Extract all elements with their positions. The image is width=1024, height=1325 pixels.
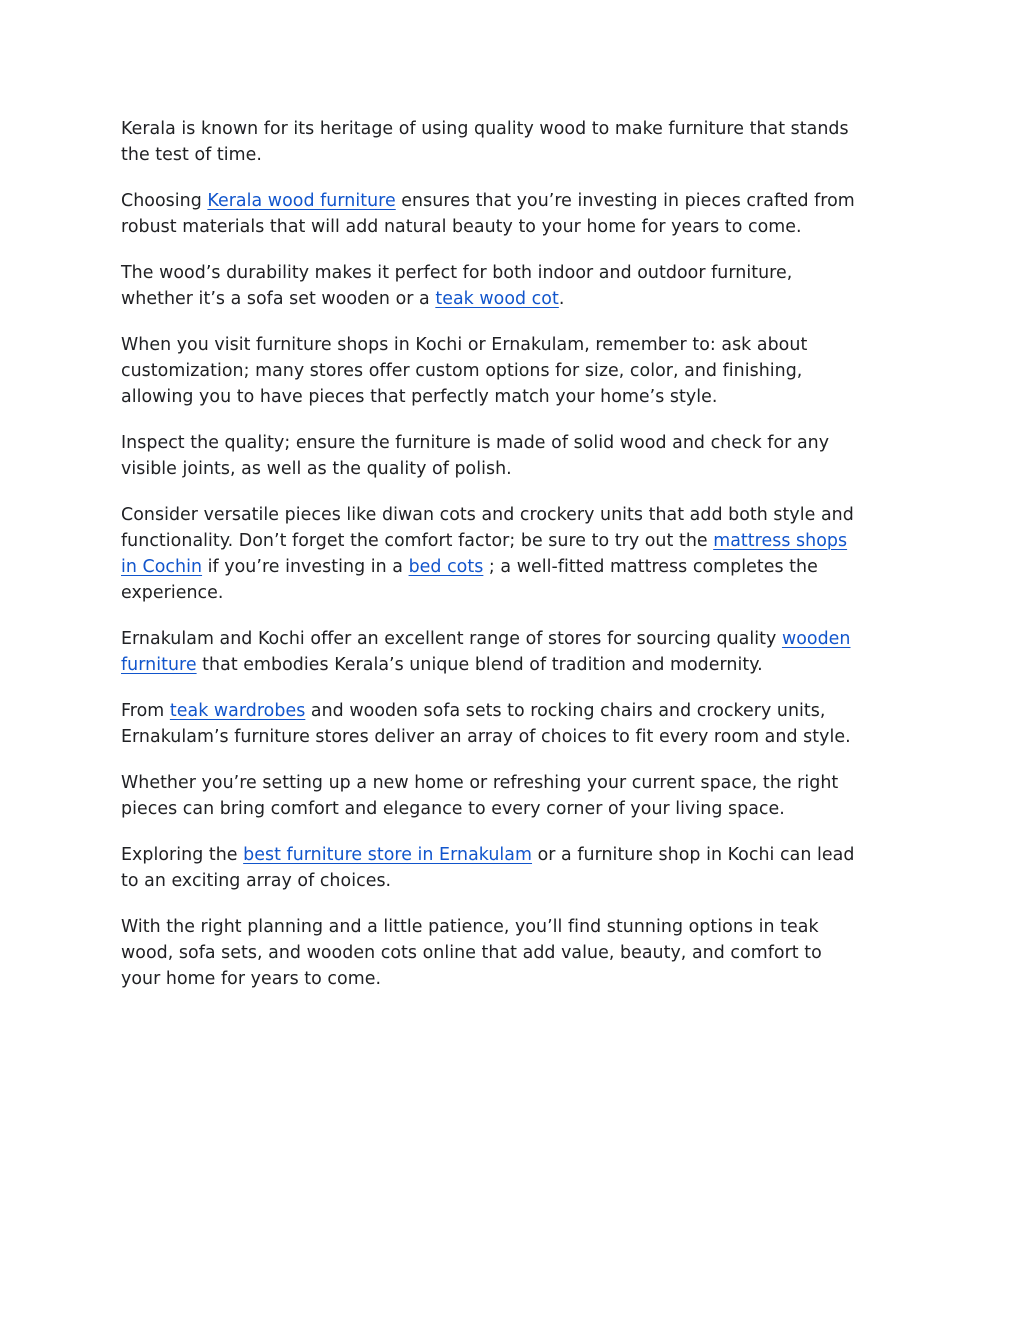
text-segment: and wooden sofa sets to rocking chairs and crockery units, <box>305 701 826 721</box>
link-kerala-wood-furniture[interactable]: Kerala wood furniture <box>207 191 396 211</box>
text-segment: whether it’s a sofa set wooden or a <box>121 289 436 309</box>
text-line <box>121 626 896 652</box>
link-wooden-furniture[interactable]: wooden <box>781 629 851 649</box>
text-line <box>121 286 896 312</box>
text-line: your home for years to come. <box>121 969 382 989</box>
text-segment: From <box>121 701 170 721</box>
text-segment: ensures that you’re investing in pieces crafted from <box>395 191 855 211</box>
paragraph-choosing <box>121 188 896 240</box>
text-line: Ernakulam’s furniture stores deliver an array of choices to fit every room and style. <box>121 727 851 747</box>
text-segment: if you’re investing in a <box>202 557 409 577</box>
text-line: robust materials that will add natural beauty to your home for years to come. <box>121 217 802 237</box>
paragraph-new-home <box>121 770 896 822</box>
paragraph-inspect-quality <box>121 430 896 482</box>
text-line <box>121 652 896 678</box>
text-line: The wood’s durability makes it perfect for both indoor and outdoor furniture, <box>121 263 793 283</box>
text-segment: ; a well-fitted mattress completes the <box>483 557 818 577</box>
paragraph-versatile-pieces <box>121 502 896 606</box>
text-segment: Exploring the <box>121 845 244 865</box>
text-line <box>121 528 896 554</box>
link-best-furniture-store[interactable]: best furniture store in Ernakulam <box>243 845 533 865</box>
text-line: Inspect the quality; ensure the furniture is made of solid wood and check for any <box>121 433 830 453</box>
link-teak-wood-cot[interactable]: teak wood cot <box>435 289 559 309</box>
text-line: Consider versatile pieces like diwan cots and crockery units that add both style and <box>121 505 854 525</box>
paragraph-stores-range <box>121 626 896 678</box>
text-line: experience. <box>121 583 224 603</box>
paragraph-conclusion <box>121 914 896 992</box>
document-body <box>121 116 896 1012</box>
link-bed-cots[interactable]: bed cots <box>408 557 484 577</box>
paragraph-teak-wardrobes <box>121 698 896 750</box>
text-line <box>121 698 896 724</box>
text-line: Kerala is known for its heritage of using quality wood to make furniture that stands <box>121 119 849 139</box>
text-segment: or a furniture shop in Kochi can lead <box>532 845 855 865</box>
text-line: to an exciting array of choices. <box>121 871 392 891</box>
paragraph-customization <box>121 332 896 410</box>
text-segment: . <box>558 289 565 309</box>
text-line: Whether you’re setting up a new home or refreshing your current space, the right <box>121 773 839 793</box>
text-segment: Ernakulam and Kochi offer an excellent range of stores for sourcing quality <box>121 629 782 649</box>
text-segment: Choosing <box>121 191 208 211</box>
text-line: allowing you to have pieces that perfectly match your home’s style. <box>121 387 718 407</box>
paragraph-exploring <box>121 842 896 894</box>
text-line <box>121 188 896 214</box>
text-segment: functionality. Don’t forget the comfort factor; be sure to try out the <box>121 531 714 551</box>
link-mattress-shops[interactable]: mattress shops <box>713 531 848 551</box>
paragraph-durability <box>121 260 896 312</box>
link-mattress-shops-cont[interactable]: in Cochin <box>121 557 203 577</box>
text-line: the test of time. <box>121 145 262 165</box>
link-wooden-furniture-cont[interactable]: furniture <box>121 655 197 675</box>
text-segment: that embodies Kerala’s unique blend of tradition and modernity. <box>196 655 763 675</box>
text-line <box>121 842 896 868</box>
text-line: pieces can bring comfort and elegance to every corner of your living space. <box>121 799 785 819</box>
text-line: When you visit furniture shops in Kochi or Ernakulam, remember to: ask about <box>121 335 808 355</box>
text-line: wood, sofa sets, and wooden cots online that add value, beauty, and comfort to <box>121 943 822 963</box>
text-line: visible joints, as well as the quality of polish. <box>121 459 512 479</box>
paragraph-heritage <box>121 116 896 168</box>
text-line <box>121 554 896 580</box>
text-line: With the right planning and a little patience, you’ll find stunning options in teak <box>121 917 819 937</box>
text-line: customization; many stores offer custom options for size, color, and finishing, <box>121 361 803 381</box>
link-teak-wardrobes[interactable]: teak wardrobes <box>169 701 306 721</box>
